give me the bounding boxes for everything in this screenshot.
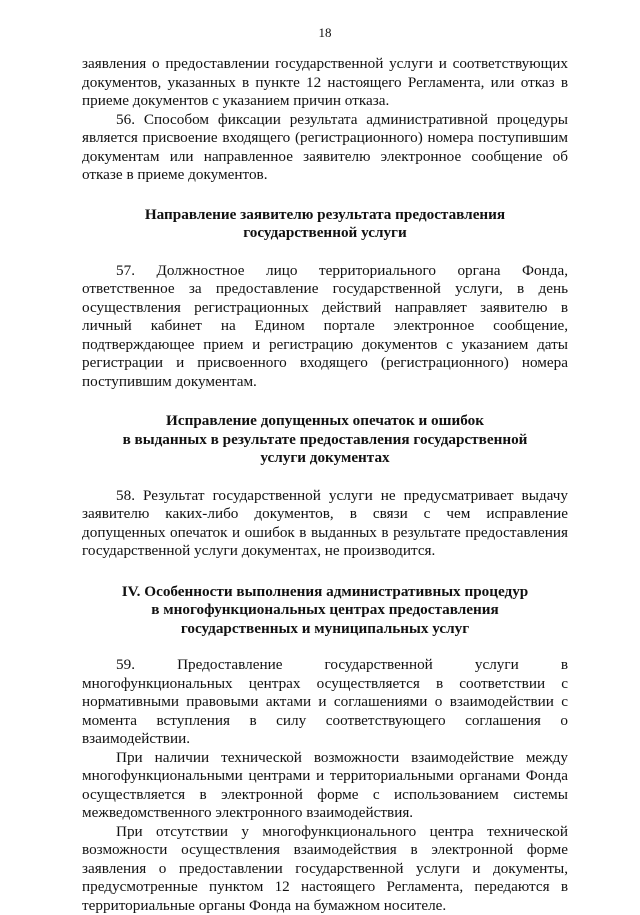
paragraph-56: 56. Способом фиксации результата административной процедуры является присвоение входящего (регистрационного) номера поступившим документам или направленное заявителю электронное сообщение об отказе в приеме документов. — [82, 111, 568, 185]
heading-line: государственных и муниципальных услуг — [82, 620, 568, 639]
heading-line: государственной услуги — [82, 224, 568, 243]
paragraph-57: 57. Должностное лицо территориального органа Фонда, ответственное за предоставление государственной услуги, в день осуществления регистрационных действий направляет заявителю в личный кабинет на Едином портале электронное сообщение, подтверждающее прием и регистрацию документов с указанием даты регистрации и присвоенного входящего (регистрационного) номера поступившим документам. — [82, 262, 568, 392]
heading-corrections — [82, 412, 568, 468]
heading-line: услуги документах — [82, 449, 568, 468]
heading-line: в выданных в результате предоставления государственной — [82, 431, 568, 450]
paragraph-continuation: заявления о предоставлении государственной услуги и соответствующих документов, указанных в пункте 12 настоящего Регламента, или отказ в приеме документов с указанием причин отказа. — [82, 55, 568, 111]
paragraph-technical-possibility: При наличии технической возможности взаимодействие между многофункциональными центрами и территориальными органами Фонда осуществляется в электронной форме с использованием системы межведомственного электронного взаимодействия. — [82, 749, 568, 823]
paragraph-paper-transfer: При отсутствии у многофункционального центра технической возможности осуществления взаимодействия в электронной форме заявления о предоставлении государственной услуги и документы, предусмотренные пунктом 12 настоящего Регламента, передаются в территориальные органы Фонда на бумажном носителе. — [82, 823, 568, 915]
heading-line: Исправление допущенных опечаток и ошибок — [82, 412, 568, 431]
heading-line: Направление заявителю результата предоставления — [82, 206, 568, 225]
page-number: 18 — [82, 25, 568, 41]
paragraph-59: 59. Предоставление государственной услуги в многофункциональных центрах осуществляется в соответствии с нормативными правовыми актами и соглашениями о взаимодействии с момента вступления в силу соответствующего соглашения о взаимодействии. — [82, 656, 568, 749]
heading-line: в многофункциональных центрах предоставления — [82, 601, 568, 620]
document-body — [82, 55, 568, 915]
heading-result-delivery — [82, 206, 568, 243]
paragraph-58: 58. Результат государственной услуги не предусматривает выдачу заявителю каких-либо документов, в связи с чем исправление допущенных опечаток и ошибок в выданных в результате предоставления государственной услуги документах, не производится. — [82, 487, 568, 561]
heading-line: IV. Особенности выполнения административных процедур — [82, 583, 568, 602]
heading-section-iv — [82, 583, 568, 639]
